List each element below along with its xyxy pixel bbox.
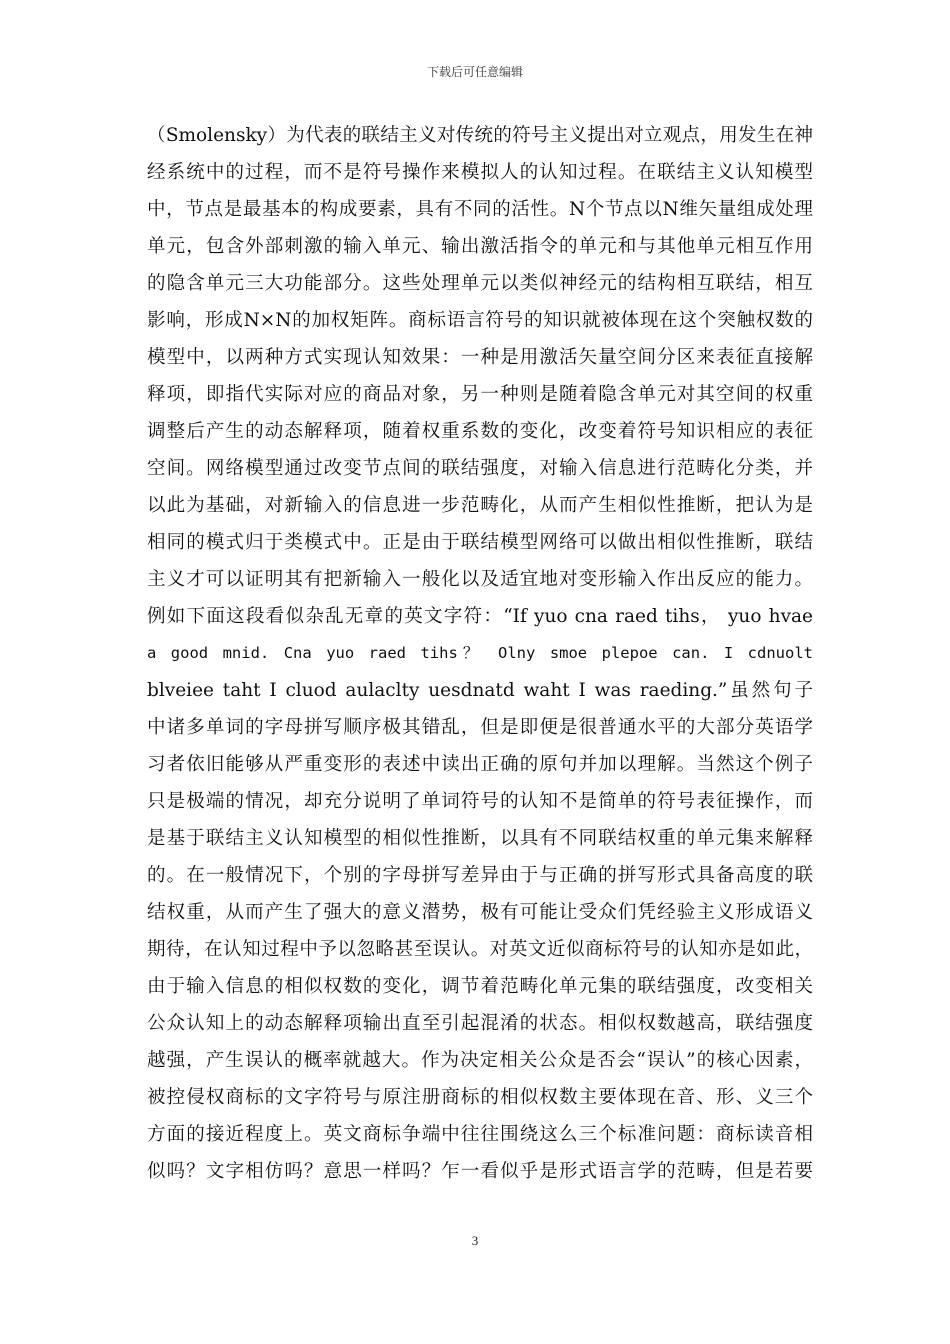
text-line: 影响，形成N×N的加权矩阵。商标语言符号的知识就被体现在这个突触权数的 xyxy=(147,310,813,331)
page-number: 3 xyxy=(471,1233,479,1248)
text-line: 中诸多单词的字母拼写顺序极其错乱，但是即便是很普通水平的大部分英语学 xyxy=(147,717,813,738)
text-line: blveiee taht I cluod aulaclty uesdnatd waht I was raeding.”虽然句子 xyxy=(147,680,813,701)
text-line: 公众认知上的动态解释项输出直至引起混淆的状态。相似权数越高，联结强度 xyxy=(147,1013,813,1034)
text-line: 经系统中的过程，而不是符号操作来模拟人的认知过程。在联结主义认知模型 xyxy=(147,162,813,183)
text-line: （Smolensky）为代表的联结主义对传统的符号主义提出对立观点，用发生在神 xyxy=(147,125,813,146)
text-line: 只是极端的情况，却充分说明了单词符号的认知不是简单的符号表征操作，而 xyxy=(147,791,813,812)
text-line: 期待，在认知过程中予以忽略甚至误认。对英文近似商标符号的认知亦是如此， xyxy=(147,939,813,960)
body-text xyxy=(147,117,813,1190)
text-line: 例如下面这段看似杂乱无章的英文字符：“If yuo cna raed tihs， yuo hvae xyxy=(147,606,813,627)
text-line: 模型中，以两种方式实现认知效果：一种是用激活矢量空间分区来表征直接解 xyxy=(147,347,813,368)
text-line: 越强，产生误认的概率就越大。作为决定相关公众是否会“误认”的核心因素， xyxy=(147,1050,813,1071)
text-line: 以此为基础，对新输入的信息进一步范畴化，从而产生相似性推断，把认为是 xyxy=(147,495,813,516)
text-line: 调整后产生的动态解释项，随着权重系数的变化，改变着符号知识相应的表征 xyxy=(147,421,813,442)
text-line: 单元，包含外部刺激的输入单元、输出激活指令的单元和与其他单元相互作用 xyxy=(147,236,813,257)
text-line: 释项，即指代实际对应的商品对象，另一种则是随着隐含单元对其空间的权重 xyxy=(147,384,813,405)
text-line: 由于输入信息的相似权数的变化，调节着范畴化单元集的联结强度，改变相关 xyxy=(147,976,813,997)
text-line: 的。在一般情况下，个别的字母拼写差异由于与正确的拼写形式具备高度的联 xyxy=(147,865,813,886)
text-line: 习者依旧能够从严重变形的表述中读出正确的原句并加以理解。当然这个例子 xyxy=(147,754,813,775)
text-line: 的隐含单元三大功能部分。这些处理单元以类似神经元的结构相互联结，相互 xyxy=(147,273,813,294)
text-line: 方面的接近程度上。英文商标争端中往往围绕这么三个标准问题：商标读音相 xyxy=(147,1124,813,1145)
page-header: 下载后可任意编辑 xyxy=(426,65,523,79)
text-line: 空间。网络模型通过改变节点间的联结强度，对输入信息进行范畴化分类，并 xyxy=(147,458,813,479)
text-line: 是基于联结主义认知模型的相似性推断，以具有不同联结权重的单元集来解释 xyxy=(147,828,813,849)
text-line: 似吗？文字相仿吗？意思一样吗？乍一看似乎是形式语言学的范畴，但是若要 xyxy=(147,1161,813,1182)
text-line: 主义才可以证明其有把新输入一般化以及适宜地对变形输入作出反应的能力。 xyxy=(147,569,813,590)
text-line: 相同的模式归于类模式中。正是由于联结模型网络可以做出相似性推断，联结 xyxy=(147,532,813,553)
text-line: 被控侵权商标的文字符号与原注册商标的相似权数主要体现在音、形、义三个 xyxy=(147,1087,813,1108)
text-line: 中，节点是最基本的构成要素，具有不同的活性。N个节点以N维矢量组成处理 xyxy=(147,199,813,220)
text-line: a good mnid. Cna yuo raed tihs？ Olny smoe plepoe can. I cdnuolt xyxy=(147,644,813,662)
text-line: 结权重，从而产生了强大的意义潜势，极有可能让受众们凭经验主义形成语义 xyxy=(147,902,813,923)
